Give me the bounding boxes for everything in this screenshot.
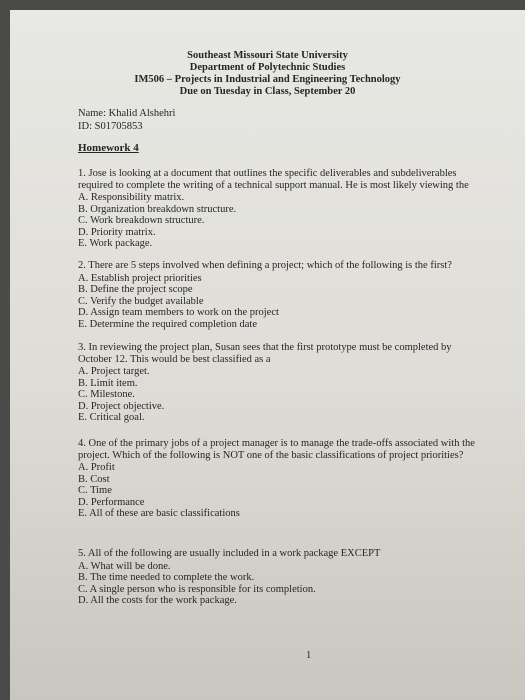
option: D. Project objective. (78, 400, 165, 412)
option: E. Critical goal. (78, 412, 145, 423)
option: C. A single person who is responsible for its completion. (78, 583, 316, 595)
option: B. Organization breakdown structure. (78, 203, 237, 215)
option: E. Work package. (78, 238, 153, 249)
university-name: Southeast Missouri State University (187, 50, 348, 61)
option: A. Profit (78, 462, 115, 473)
page-number: 1 (306, 650, 312, 661)
question-stem: 4. One of the primary jobs of a project manager is to manage the trade-offs associated with the project. Which of the following is NOT one of the basic classifications of project priorities? (78, 438, 475, 461)
option: A. Establish project priorities (78, 272, 202, 284)
question-5 (78, 548, 478, 607)
option: C. Verify the budget available (78, 295, 204, 307)
homework-title: Homework 4 (78, 142, 139, 154)
student-name: Name: Khalid Alshehri (78, 108, 176, 119)
option: A. Responsibility matrix. (78, 192, 185, 203)
question-4 (78, 438, 478, 520)
question-1 (78, 168, 478, 250)
question-stem: 3. In reviewing the project plan, Susan sees that the first prototype must be completed by October 12. This would be best classified as a (78, 342, 452, 365)
option: D. Assign team members to work on the project (78, 307, 279, 318)
option: B. Limit item. (78, 377, 138, 389)
question-stem: 2. There are 5 steps involved when defining a project; which of the following is the first? (78, 260, 452, 271)
question-stem: 5. All of the following are usually included in a work package EXCEPT (78, 548, 381, 559)
due-date: Due on Tuesday in Class, September 20 (179, 86, 356, 97)
option: C. Time (78, 485, 112, 496)
student-id: ID: S01705853 (78, 120, 143, 132)
option: E. All of these are basic classifications (78, 508, 240, 519)
option: D. Performance (78, 496, 145, 508)
course-title: IM506 – Projects in Industrial and Engineering Technology (134, 74, 401, 85)
option: C. Work breakdown structure. (78, 215, 205, 226)
question-3 (78, 342, 478, 424)
document-page (10, 10, 525, 700)
department-name: Department of Polytechnic Studies (189, 62, 346, 73)
option: B. Cost (78, 473, 110, 485)
option: B. Define the project scope (78, 284, 193, 295)
student-info (78, 108, 175, 133)
question-stem: 1. Jose is looking at a document that outlines the specific deliverables and subdeliverables required to complete the writing of a technical support manual. He is most likely viewing the (78, 168, 469, 191)
option: C. Milestone. (78, 389, 135, 400)
option: D. All the costs for the work package. (78, 595, 237, 606)
option: B. The time needed to complete the work. (78, 572, 255, 583)
option: A. Project target. (78, 366, 150, 377)
document-header (10, 50, 525, 98)
option: D. Priority matrix. (78, 226, 156, 238)
option: A. What will be done. (78, 560, 171, 572)
option: E. Determine the required completion date (78, 318, 258, 330)
question-2 (78, 260, 478, 330)
